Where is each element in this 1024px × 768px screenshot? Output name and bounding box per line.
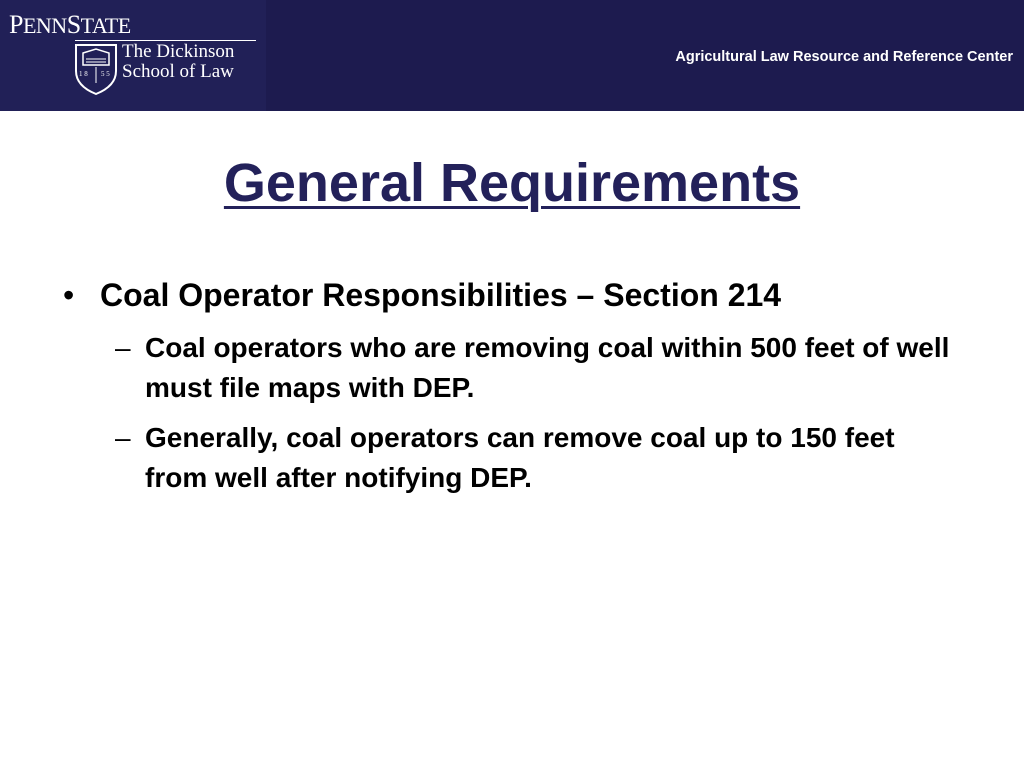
center-name: Agricultural Law Resource and Reference Center (675, 49, 1013, 65)
sub-bullet-text: Generally, coal operators can remove coal up to 150 feet from well after notifying DEP. (145, 422, 895, 493)
slide-title: General Requirements (223, 153, 801, 213)
sub-bullet-text: Coal operators who are removing coal within 500 feet of well must file maps with DEP. (145, 332, 950, 403)
school-name-line1: The Dickinson (122, 41, 235, 62)
school-name-line2: School of Law (122, 61, 234, 82)
sub-bullet-mark: – (115, 332, 131, 363)
shield-year-right: 5 5 (101, 70, 110, 78)
bullet-text: Coal Operator Responsibilities – Section 214 (100, 277, 782, 313)
sub-bullet-item (115, 418, 955, 498)
header-banner (0, 0, 1024, 111)
pennstate-dickinson-logo (0, 0, 266, 111)
bullet-mark: • (63, 277, 75, 313)
university-shield-icon (74, 43, 118, 95)
sub-bullet-mark: – (115, 422, 131, 453)
sub-bullet-item (115, 328, 955, 408)
pennstate-wordmark: PENNSTATE (9, 10, 131, 39)
shield-year-left: 1 8 (79, 70, 88, 78)
